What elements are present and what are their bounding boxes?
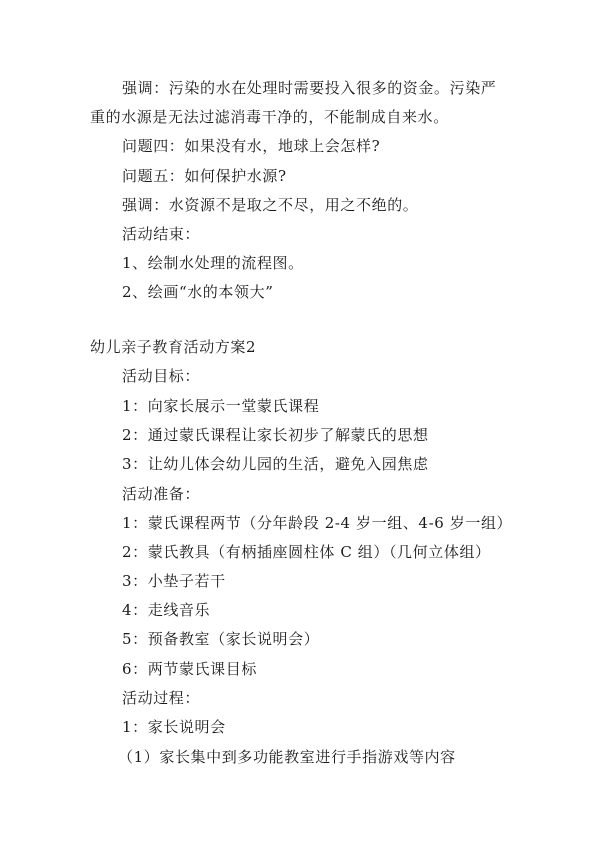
question-four: 问题四：如果没有水，地球上会怎样?: [122, 137, 381, 155]
section-heading-goals: 活动目标：: [122, 367, 201, 385]
paragraph-emphasis-1: 强调：污染的水在处理时需要投入很多的资金。污染严: [122, 79, 497, 97]
list-item: 2、绘画“水的本领大”: [122, 283, 274, 301]
list-item: 2：通过蒙氏课程让家长初步了解蒙氏的思想: [122, 426, 429, 444]
section-heading-process: 活动过程：: [122, 689, 201, 707]
list-item: 5：预备教室（家长说明会）: [122, 630, 320, 648]
paragraph-emphasis-1-cont: 重的水源是无法过滤消毒干净的，不能制成自来水。: [90, 108, 449, 126]
list-item: 2：蒙氏教具（有柄插座圆柱体 C 组）（几何立体组）: [122, 543, 491, 561]
list-item: 3：让幼儿体会幼儿园的生活，避免入园焦虑: [122, 455, 429, 473]
list-item: 1：向家长展示一堂蒙氏课程: [122, 397, 320, 415]
list-item: 1：家长说明会: [122, 718, 226, 736]
list-item: 1、绘制水处理的流程图。: [122, 254, 304, 272]
list-item: 4：走线音乐: [122, 601, 211, 619]
section-heading-activity-end: 活动结束：: [122, 225, 201, 243]
list-item: 1：蒙氏课程两节（分年龄段 2-4 岁一组、4-6 岁一组）: [122, 514, 513, 532]
list-item: （1）家长集中到多功能教室进行手指游戏等内容: [118, 748, 456, 766]
question-five: 问题五：如何保护水源?: [122, 167, 287, 185]
list-item: 6：两节蒙氏课目标: [122, 660, 257, 678]
document-title: 幼儿亲子教育活动方案2: [90, 338, 257, 356]
list-item: 3：小垫子若干: [122, 572, 226, 590]
paragraph-emphasis-2: 强调：水资源不是取之不尽，用之不绝的。: [122, 196, 419, 214]
section-heading-preparation: 活动准备：: [122, 485, 201, 503]
